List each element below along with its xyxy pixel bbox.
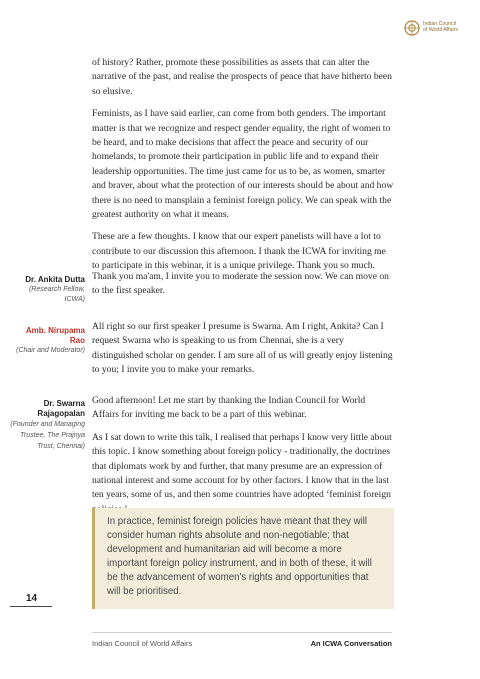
paragraph: Good afternoon! Let me start by thanking the Indian Council for World Affairs for inviting me back to be a part of this webinar. xyxy=(92,395,366,421)
speaker-role: (Research Fellow, ICWA) xyxy=(28,286,85,303)
page-number-rule xyxy=(10,606,52,607)
speaker-name: Amb. Nirupama Rao xyxy=(25,326,85,345)
paragraph: All right so our first speaker I presume is Swarna. Am I right, Ankita? Can I request Swarna who is speaking to us from Chennai, she is a very distinguished scholar on gender. I am sure all of us will greatly enjoy listening to you; I invite you to make your remarks. xyxy=(92,321,393,376)
speaker-name-and-role xyxy=(10,409,85,452)
logo-line-2: of World Affairs xyxy=(423,27,458,34)
paragraph: These are a few thoughts. I know that our expert panelists will have a lot to contribute to our discussion this afternoon. I thank the ICWA for inviting me to participate in this webinar, it is a unique privilege. Thank you so much. xyxy=(92,231,386,272)
logo-line-1: Indian Council xyxy=(423,21,456,27)
footer-divider xyxy=(92,632,392,633)
paragraph: Thank you ma'am, I invite you to moderate the session now. We can move on to the first speaker. xyxy=(92,271,389,297)
speaker-text-ankita-dutta xyxy=(92,270,394,307)
page-number: 14 xyxy=(26,593,38,604)
speaker-label-nirupama-rao xyxy=(10,326,85,356)
speaker-name-line-2: Rajagopalan xyxy=(37,409,85,418)
speaker-name-line-1: Dr. Swarna xyxy=(43,399,85,408)
footer-series-title: An ICWA Conversation xyxy=(310,639,392,648)
speaker-label-ankita-dutta xyxy=(10,275,85,305)
paragraph: of history? Rather, promote these possibilities as assets that can alter the narrative of the past, and realise the prospects of peace that have hitherto been so elusive. xyxy=(92,57,392,97)
speaker-text-swarna-rajagopalan xyxy=(92,394,394,525)
speaker-label-swarna-rajagopalan xyxy=(10,399,85,452)
paragraph: As I sat down to write this talk, I realised that perhaps I know very little about this topic. I know something about foreign policy - traditionally, the doctrines that diplomats work by and further, that many presume are an expression of national interest and some account for by other factors. I know that in the last ten years, some of us, and then some countries have adopted ‘feminist foreign xyxy=(92,431,392,501)
speaker-role: (Chair and Moderator) xyxy=(16,347,85,354)
icwa-logo xyxy=(404,18,462,40)
intro-text xyxy=(92,56,394,282)
footer-publisher: Indian Council of World Affairs xyxy=(92,639,193,648)
speaker-role: (Founder and Managing Trustee, The Prajnya Trust, Chennai) xyxy=(10,421,85,450)
pull-quote: In practice, feminist foreign policies have meant that they will consider human rights absolute and non-negotiable; that development and humanitarian aid will become a more important foreign policy instrument, and in both of these, it will be the advancement of women's rights and opportunities that will be prioritised. xyxy=(92,508,394,609)
speaker-name: Dr. Ankita Dutta xyxy=(25,275,85,284)
logo-text xyxy=(423,21,473,34)
paragraph: Feminists, as I have said earlier, can come from both genders. The important matter is that we recognize and respect gender equality, the right of women to be heard, and to make decisions that affect the peace and security of our homelands, to promote their participation in public life and to expand their leadership opportunities. The time just came for us to be, as women, smarter and braver, about what the protection of our interests should be about and how there is no need to mansplain a feminist foreign policy. We can speak with the greatest authority on what it means. xyxy=(92,108,394,221)
icwa-emblem-icon xyxy=(404,20,420,36)
speaker-text-nirupama-rao xyxy=(92,320,394,386)
